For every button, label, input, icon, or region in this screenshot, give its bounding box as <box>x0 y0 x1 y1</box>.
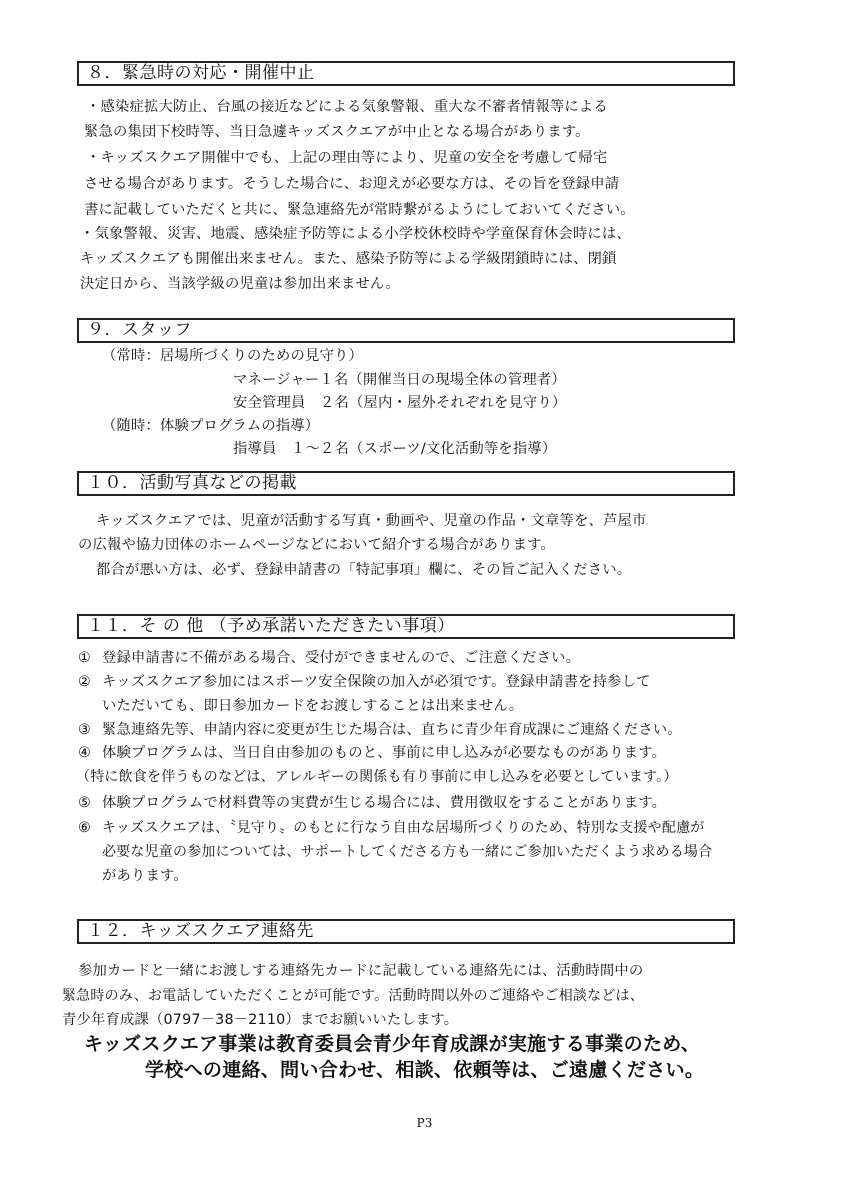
list-item-text: キッズスクエア参加にはスポーツ安全保険の加入が必須です。登録申請書を持参して <box>102 674 651 690</box>
list-item-note: （特に飲食を伴うものなどは、アレルギーの関係も有り事前に申し込みを必要としています。） <box>76 769 678 785</box>
section8-line: 緊急の集団下校時等、当日急遽キッズスクエアが中止となる場合があります。 <box>84 124 590 140</box>
section8-line: ・キッズスクエア開催中でも、上記の理由等により、児童の安全を考慮して帰宅 <box>86 150 608 166</box>
item-number: ⑤ <box>78 795 91 811</box>
section12-line: 参加カードと一緒にお渡しする連絡先カードに記載している連絡先には、活動時間中の <box>78 963 644 979</box>
section12-line: 緊急時のみ、お電話していただくことが可能です。活動時間以外のご連絡やご相談などは、 <box>62 988 644 1004</box>
staff-category: （常時：居場所づくりのための見守り） <box>102 348 363 364</box>
section12-line: 青少年育成課（0797－38－2110）までお願いいたします。 <box>62 1012 459 1028</box>
list-item-text: 体験プログラムで材料費等の実費が生じる場合には、費用徴収をすることがあります。 <box>102 795 667 811</box>
list-item-text: キッズスクエアは、〝見守り〟のもとに行なう自由な居場所づくりのため、特別な支援や配慮が <box>102 820 705 836</box>
staff-role: 安全管理員 ２名（屋内・屋外それぞれを見守り） <box>233 395 567 411</box>
section8-line: させる場合があります。そうした場合に、お迎えが必要な方は、その旨を登録申請 <box>84 176 620 192</box>
item-number: ④ <box>78 745 91 761</box>
item-number: ③ <box>78 722 91 738</box>
section9-heading: ９．スタッフ <box>77 318 735 343</box>
section11-heading: １１．そ の 他 （予め承諾いただきたい事項） <box>77 614 735 639</box>
staff-category: （随時：体験プログラムの指導） <box>102 418 320 434</box>
list-item-text: 緊急連絡先等、申請内容に変更が生じた場合は、直ちに青少年育成課にご連絡ください。 <box>102 722 682 738</box>
list-item-text: 体験プログラムは、当日自由参加のものと、事前に申し込みが必要なものがあります。 <box>102 745 667 761</box>
section8-line: キッズスクエアも開催出来ません。また、感染予防等による学級閉鎖時には、閉鎖 <box>80 251 617 267</box>
section8-line: 決定日から、当該学級の児童は参加出来ません。 <box>80 276 400 292</box>
section10-line: 都合が悪い方は、必ず、登録申請書の「特記事項」欄に、その旨ご記入ください。 <box>96 562 632 578</box>
list-item-text: 必要な児童の参加については、サポートしてくださる方も一緒にご参加いただくよう求める場合 <box>102 844 713 860</box>
section10-heading: １０．活動写真などの掲載 <box>77 471 735 496</box>
section12-heading: １２．キッズスクエア連絡先 <box>77 919 735 944</box>
important-notice: 学校への連絡、問い合わせ、相談、依頼等は、ご遠慮ください。 <box>145 1059 705 1081</box>
item-number: ⑥ <box>78 820 91 836</box>
list-item-text: いただいても、即日参加カードをお渡しすることは出来ません。 <box>102 698 524 714</box>
staff-role: 指導員 １～２名（スポーツ/文化活動等を指導） <box>233 441 557 457</box>
section8-line: ・感染症拡大防止、台風の接近などによる気象警報、重大な不審者情報等による <box>86 99 608 115</box>
important-notice: キッズスクエア事業は教育委員会青少年育成課が実施する事業のため、 <box>84 1033 701 1055</box>
section8-line: 書に記載していただくと共に、緊急連絡先が常時繋がるようにしておいてください。 <box>84 202 635 218</box>
item-number: ① <box>78 650 91 666</box>
section8-line: ・気象警報、災害、地震、感染症予防等による小学校休校時や学童保育休会時には、 <box>80 226 631 242</box>
section8-heading: ８．緊急時の対応・開催中止 <box>77 61 735 86</box>
page-number: P3 <box>416 1116 433 1130</box>
list-item-text: があります。 <box>102 868 188 884</box>
item-number: ② <box>78 674 91 690</box>
section10-line: キッズスクエアでは、児童が活動する写真・動画や、児童の作品・文章等を、芦屋市 <box>96 513 647 529</box>
staff-role: マネージャー１名（開催当日の現場全体の管理者） <box>233 372 566 388</box>
section10-line: の広報や協力団体のホームページなどにおいて紹介する場合があります。 <box>78 537 555 553</box>
list-item-text: 登録申請書に不備がある場合、受付ができませんので、ご注意ください。 <box>102 650 581 666</box>
